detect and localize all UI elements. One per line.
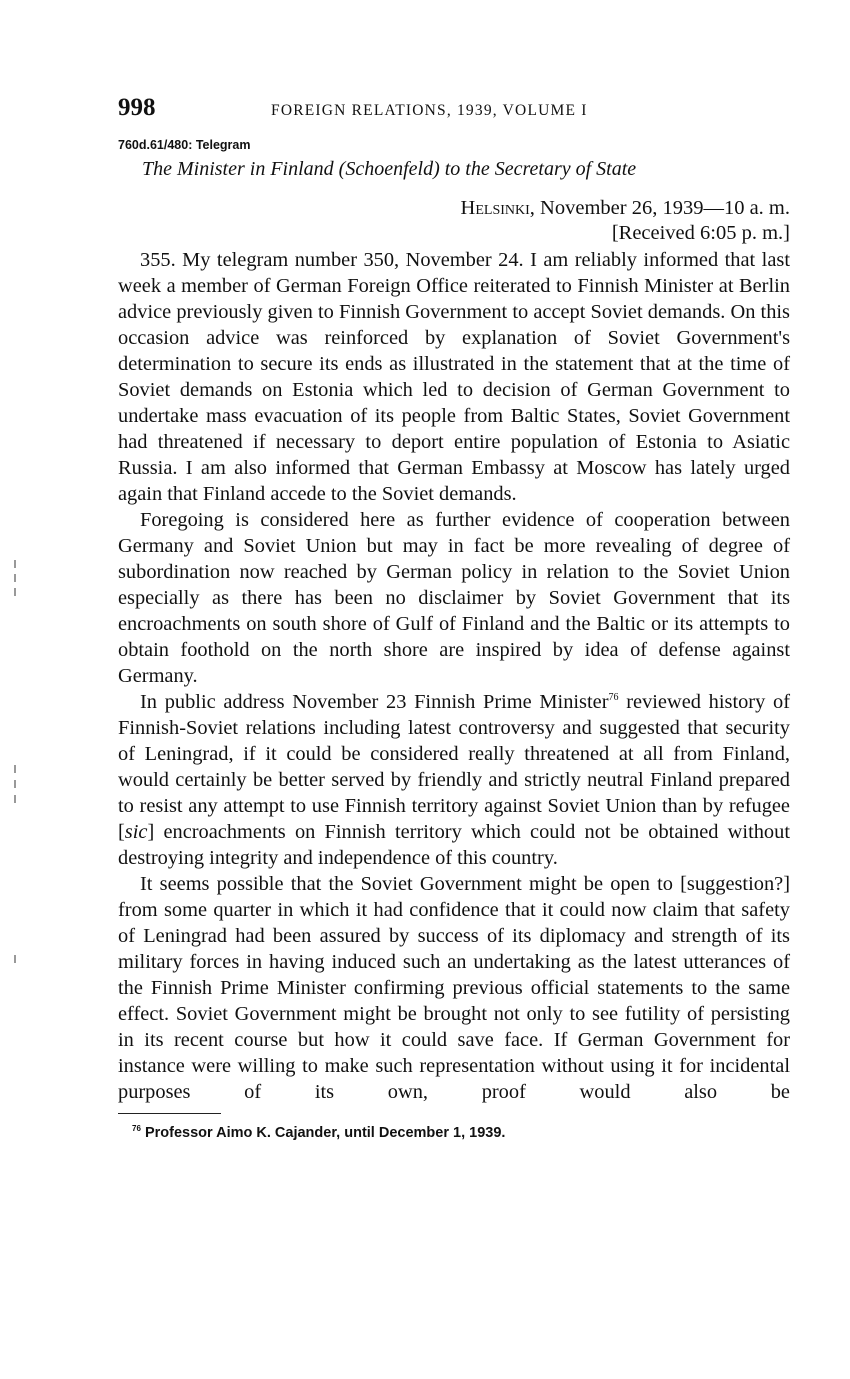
running-head: FOREIGN RELATIONS, 1939, VOLUME I [271,102,588,119]
document-id: 760d.61/480: Telegram [118,138,251,152]
footnote [132,1124,790,1141]
paragraph-1: 355. My telegram number 350, November 24. I am reliably informed that last week a member of German Foreign Office reiterated to Finnish Minister at Berlin advice previously given to Finnish Government to accept Soviet demands. On this occasion advice was reinforced by explanation of Soviet Government's determination to secure its ends as illustrated in the statement that at the time of Soviet demands on Estonia which led to decision of German Government to undertake mass evacuation of its people from Baltic States, Soviet Government had threatened if necessary to deport entire population of Estonia to Asiatic Russia. I am also informed that German Embassy at Moscow has lately urged again that Finland accede to the Soviet demands. [118,249,790,505]
footnote-text: Professor Aimo K. Cajander, until December 1, 1939. [144,1124,506,1141]
dateline [118,196,790,221]
dateline-place: Helsinki, [460,197,535,219]
sic-note: sic [124,821,148,843]
dateline-date: November 26, 1939—10 a. m. [534,197,790,219]
page-header [118,94,790,130]
paragraph-4: It seems possible that the Soviet Government might be open to [suggestion?] from some quarter in which it had confidence that it could now claim that safety of Leningrad had been assured by success of its diplomacy and strength of its military forces in having induced such an undertaking as the latest utterances of the Finnish Prime Minister confirming previous official statements to the same effect. Soviet Government might be brought not only to see futility of persisting in its recent course but how it could save face. If German Government for instance were willing to make such representation without using it for incidental purposes of its own, proof would also be [118,873,790,1103]
paragraph-3-text-c: ] encroachments on Finnish territory which could not be obtained without destroying integrity and independence of this country. [118,821,790,869]
page [118,94,790,1141]
received-time: [Received 6:05 p. m.] [611,222,790,244]
margin-pencil-marks [14,560,22,980]
page-number: 998 [118,94,156,121]
footnote-reference: 76 [608,692,619,704]
paragraph-3-text-b: reviewed history of Finnish-Soviet relations including latest controversy and suggested that security of Leningrad, if it could be considered really threatened at all from Finland, would certainly be better served by friendly and strictly neutral Finland prepared to resist any attempt to use Finnish territory against Soviet Union than by refugee [ [118,691,790,843]
paragraph-2: Foregoing is considered here as further evidence of cooperation between Germany and Soviet Union but may in fact be more revealing of degree of subordination now reached by German policy in relation to the Soviet Union especially as there has been no disclaimer by Soviet Government that its encroachments on south shore of Gulf of Finland and the Baltic or its attempts to obtain foothold on the north shore are inspired by idea of defense against Germany. [118,509,790,687]
footnote-rule [118,1113,221,1114]
telegram-body [118,247,790,1105]
paragraph-3 [118,689,790,871]
document-title: The Minister in Finland (Schoenfeld) to the Secretary of State [142,158,637,180]
paragraph-3-text-a: In public address November 23 Finnish Prime Minister [140,691,609,713]
footnote-number: 76 [132,1124,141,1133]
